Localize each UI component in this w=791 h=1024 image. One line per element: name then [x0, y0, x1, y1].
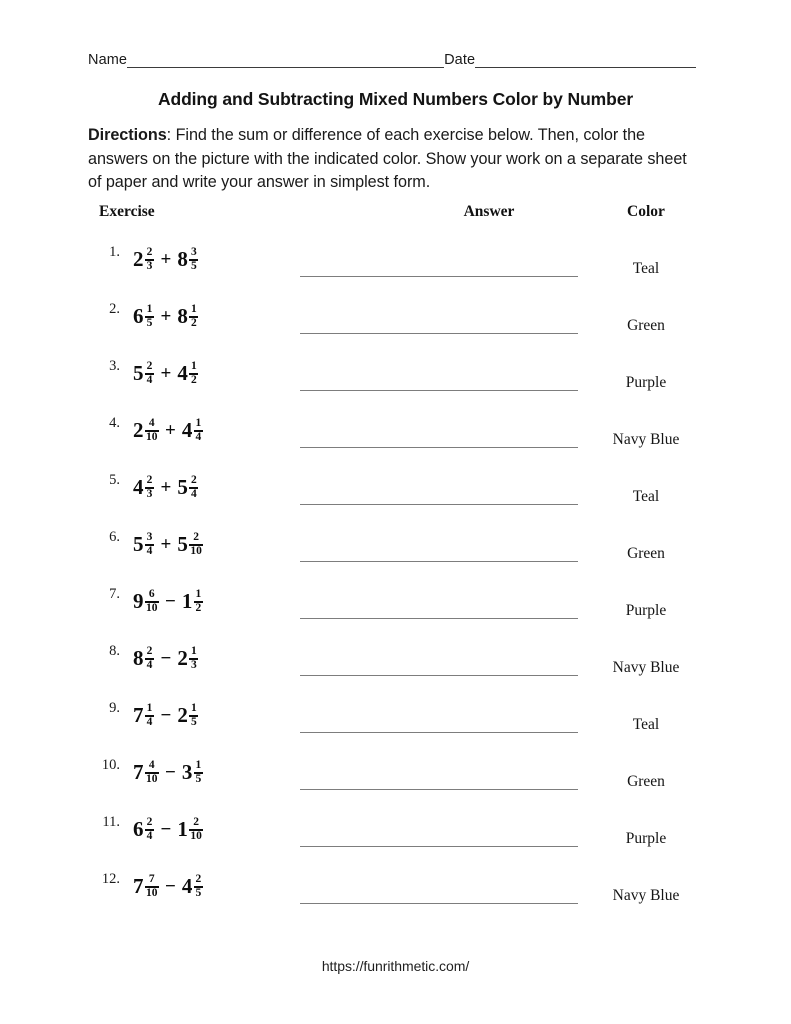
exercise-expression — [133, 751, 203, 795]
exercise-expression — [133, 580, 203, 624]
whole-number: 6 — [133, 817, 144, 842]
operator: + — [160, 477, 172, 498]
answer-blank-line[interactable] — [300, 675, 578, 676]
color-label: Green — [627, 545, 665, 562]
fraction-denominator: 10 — [146, 431, 158, 444]
mixed-number-left — [133, 304, 155, 330]
fraction-numerator: 7 — [148, 872, 155, 885]
exercise-number: 2. — [109, 301, 120, 317]
mixed-number-right — [177, 247, 199, 273]
answer-blank-line[interactable] — [300, 789, 578, 790]
fraction-numerator: 2 — [193, 815, 199, 828]
fraction — [194, 418, 203, 444]
color-label: Teal — [632, 260, 660, 277]
color-label: Purple — [625, 374, 667, 391]
whole-number: 5 — [133, 361, 144, 386]
exercise-number: 5. — [109, 472, 120, 488]
fraction — [189, 247, 198, 273]
fraction-numerator: 1 — [190, 302, 197, 315]
operator: − — [165, 762, 176, 783]
fraction — [194, 589, 203, 615]
exercise-expression — [133, 808, 203, 852]
fraction — [189, 361, 198, 387]
exercise-row — [88, 751, 696, 808]
fraction-numerator: 1 — [190, 359, 197, 372]
fraction-numerator: 3 — [190, 245, 197, 258]
mixed-number-right — [177, 304, 199, 330]
fraction-numerator: 1 — [146, 701, 153, 714]
fraction — [145, 760, 159, 786]
column-header-answer: Answer — [463, 203, 515, 220]
whole-number: 6 — [133, 304, 144, 329]
exercise-row — [88, 523, 696, 580]
mixed-number-left — [133, 532, 155, 558]
fraction-numerator: 1 — [146, 302, 153, 315]
fraction-denominator: 4 — [146, 545, 153, 558]
fraction-denominator: 4 — [146, 716, 153, 729]
exercise-expression — [133, 865, 203, 909]
fraction-denominator: 3 — [146, 260, 153, 273]
directions-label: Directions — [88, 126, 167, 144]
exercise-expression — [133, 409, 203, 453]
answer-blank-line[interactable] — [300, 561, 578, 562]
mixed-number-right — [177, 361, 199, 387]
exercise-number: 6. — [109, 529, 120, 545]
mixed-number-left — [133, 646, 155, 672]
fraction-denominator: 10 — [146, 887, 158, 900]
fraction-denominator: 2 — [195, 602, 202, 615]
exercise-expression — [133, 694, 199, 738]
fraction-numerator: 4 — [148, 758, 155, 771]
exercise-list — [88, 238, 696, 922]
directions-text: Find the sum or difference of each exercise below. Then, color the answers on the picture with the indicated color. Show your work on a separate sheet of paper and write your answer in simplest form. — [88, 126, 687, 192]
fraction-numerator: 2 — [195, 872, 202, 885]
mixed-number-left — [133, 817, 155, 843]
operator: + — [160, 306, 172, 327]
mixed-number-right — [182, 589, 204, 615]
fraction-denominator: 4 — [195, 431, 202, 444]
mixed-number-right — [182, 418, 204, 444]
directions-separator: : — [166, 126, 172, 144]
fraction-numerator: 4 — [148, 416, 155, 429]
exercise-expression — [133, 637, 199, 681]
fraction — [145, 247, 154, 273]
color-label: Green — [627, 317, 665, 334]
fraction-numerator: 2 — [146, 359, 153, 372]
column-headers — [88, 203, 696, 225]
mixed-number-right — [177, 532, 203, 558]
answer-blank-line[interactable] — [300, 390, 578, 391]
fraction-denominator: 10 — [190, 545, 202, 558]
mixed-number-right — [177, 817, 203, 843]
operator: + — [165, 420, 176, 441]
exercise-expression — [133, 466, 199, 510]
whole-number: 1 — [181, 589, 193, 614]
fraction — [189, 646, 198, 672]
mixed-number-left — [133, 361, 155, 387]
mixed-number-left — [133, 247, 155, 273]
answer-blank-line[interactable] — [300, 504, 578, 505]
fraction — [189, 703, 198, 729]
whole-number: 5 — [133, 532, 144, 557]
fraction — [145, 589, 159, 615]
name-label: Name — [88, 51, 128, 68]
fraction-denominator: 5 — [146, 317, 153, 330]
whole-number: 4 — [181, 418, 193, 443]
fraction-numerator: 1 — [190, 644, 197, 657]
operator: + — [160, 534, 172, 555]
fraction-denominator: 3 — [190, 659, 197, 672]
fraction-denominator: 2 — [190, 317, 197, 330]
whole-number: 2 — [177, 646, 188, 671]
color-label: Purple — [625, 830, 667, 847]
fraction — [145, 646, 154, 672]
exercise-number: 8. — [109, 643, 120, 659]
fraction — [145, 304, 154, 330]
column-header-exercise: Exercise — [99, 203, 155, 220]
exercise-number: 3. — [109, 358, 120, 374]
mixed-number-right — [177, 646, 199, 672]
whole-number: 4 — [181, 874, 193, 899]
mixed-number-left — [133, 703, 155, 729]
operator: + — [160, 249, 172, 270]
fraction-numerator: 2 — [193, 530, 199, 543]
operator: − — [165, 591, 176, 612]
fraction-denominator: 10 — [190, 830, 202, 843]
whole-number: 7 — [133, 760, 144, 785]
exercise-row — [88, 466, 696, 523]
mixed-number-right — [177, 475, 199, 501]
fraction-denominator: 5 — [195, 773, 202, 786]
whole-number: 8 — [177, 304, 188, 329]
fraction-denominator: 3 — [146, 488, 153, 501]
fraction — [194, 874, 203, 900]
fraction — [145, 475, 154, 501]
color-label: Teal — [632, 716, 660, 733]
exercise-row — [88, 694, 696, 751]
exercise-expression — [133, 352, 199, 396]
exercise-expression — [133, 295, 199, 339]
fraction — [145, 703, 154, 729]
fraction-numerator: 2 — [146, 815, 153, 828]
fraction — [189, 532, 203, 558]
exercise-row — [88, 865, 696, 922]
fraction-denominator: 5 — [190, 260, 197, 273]
fraction-denominator: 4 — [146, 659, 153, 672]
exercise-number: 9. — [109, 700, 120, 716]
fraction-numerator: 1 — [190, 701, 197, 714]
exercise-number: 1. — [109, 244, 120, 260]
operator: − — [165, 876, 176, 897]
answer-blank-line[interactable] — [300, 447, 578, 448]
mixed-number-left — [133, 760, 159, 786]
exercise-number: 10. — [101, 757, 120, 773]
whole-number: 7 — [133, 703, 144, 728]
whole-number: 1 — [177, 817, 188, 842]
whole-number: 8 — [177, 247, 188, 272]
mixed-number-right — [182, 760, 204, 786]
fraction-numerator: 3 — [146, 530, 153, 543]
whole-number: 5 — [177, 532, 188, 557]
fraction-numerator: 2 — [146, 473, 153, 486]
color-label: Navy Blue — [612, 659, 680, 676]
exercise-row — [88, 637, 696, 694]
fraction — [145, 532, 154, 558]
exercise-number: 7. — [109, 586, 120, 602]
whole-number: 2 — [133, 418, 144, 443]
fraction-denominator: 4 — [146, 374, 153, 387]
answer-blank-line[interactable] — [300, 903, 578, 904]
fraction-denominator: 10 — [146, 602, 158, 615]
whole-number: 4 — [177, 361, 188, 386]
exercise-row — [88, 295, 696, 352]
page-title: Adding and Subtracting Mixed Numbers Color by Number — [157, 89, 634, 109]
mixed-number-right — [177, 703, 199, 729]
exercise-number: 4. — [109, 415, 120, 431]
color-label: Navy Blue — [612, 887, 680, 904]
fraction — [189, 817, 203, 843]
mixed-number-left — [133, 475, 155, 501]
answer-blank-line[interactable] — [300, 618, 578, 619]
color-label: Purple — [625, 602, 667, 619]
fraction — [145, 874, 159, 900]
fraction — [189, 475, 198, 501]
exercise-row — [88, 808, 696, 865]
exercise-row — [88, 580, 696, 637]
answer-blank-line[interactable] — [300, 732, 578, 733]
whole-number: 8 — [133, 646, 144, 671]
fraction — [145, 817, 154, 843]
whole-number: 4 — [133, 475, 144, 500]
operator: − — [160, 648, 172, 669]
color-label: Teal — [632, 488, 660, 505]
fraction-denominator: 5 — [195, 887, 202, 900]
fraction-denominator: 2 — [190, 374, 197, 387]
operator: − — [160, 819, 172, 840]
operator: + — [160, 363, 172, 384]
exercise-expression — [133, 238, 199, 282]
fraction-denominator: 4 — [146, 830, 153, 843]
answer-blank-line[interactable] — [300, 276, 578, 277]
color-label: Navy Blue — [612, 431, 680, 448]
exercise-row — [88, 238, 696, 295]
fraction — [194, 760, 203, 786]
date-label: Date — [444, 51, 476, 68]
mixed-number-left — [133, 589, 159, 615]
exercise-expression — [133, 523, 203, 567]
column-header-color: Color — [627, 203, 665, 220]
fraction-numerator: 1 — [195, 587, 202, 600]
mixed-number-left — [133, 418, 159, 444]
name-date-row — [88, 46, 696, 68]
color-label: Green — [627, 773, 665, 790]
fraction-numerator: 2 — [146, 245, 153, 258]
footer-url[interactable]: https://funrithmetic.com/ — [321, 958, 470, 974]
whole-number: 2 — [177, 703, 188, 728]
fraction-numerator: 1 — [195, 416, 202, 429]
whole-number: 3 — [181, 760, 193, 785]
fraction — [189, 304, 198, 330]
fraction-numerator: 2 — [146, 644, 153, 657]
mixed-number-right — [182, 874, 204, 900]
answer-blank-line[interactable] — [300, 333, 578, 334]
whole-number: 2 — [133, 247, 144, 272]
name-input-line[interactable] — [127, 54, 444, 68]
directions-paragraph — [88, 124, 688, 195]
fraction — [145, 418, 159, 444]
whole-number: 9 — [133, 589, 144, 614]
exercise-row — [88, 409, 696, 466]
fraction-denominator: 10 — [146, 773, 158, 786]
fraction-numerator: 1 — [195, 758, 202, 771]
mixed-number-left — [133, 874, 159, 900]
fraction-numerator: 2 — [190, 473, 197, 486]
exercise-number: 11. — [102, 814, 120, 830]
whole-number: 5 — [177, 475, 188, 500]
answer-blank-line[interactable] — [300, 846, 578, 847]
fraction-denominator: 4 — [190, 488, 197, 501]
fraction-numerator: 6 — [148, 587, 155, 600]
fraction — [145, 361, 154, 387]
exercise-number: 12. — [101, 871, 120, 887]
whole-number: 7 — [133, 874, 144, 899]
operator: − — [160, 705, 172, 726]
exercise-row — [88, 352, 696, 409]
fraction-denominator: 5 — [190, 716, 197, 729]
date-input-line[interactable] — [475, 54, 696, 68]
